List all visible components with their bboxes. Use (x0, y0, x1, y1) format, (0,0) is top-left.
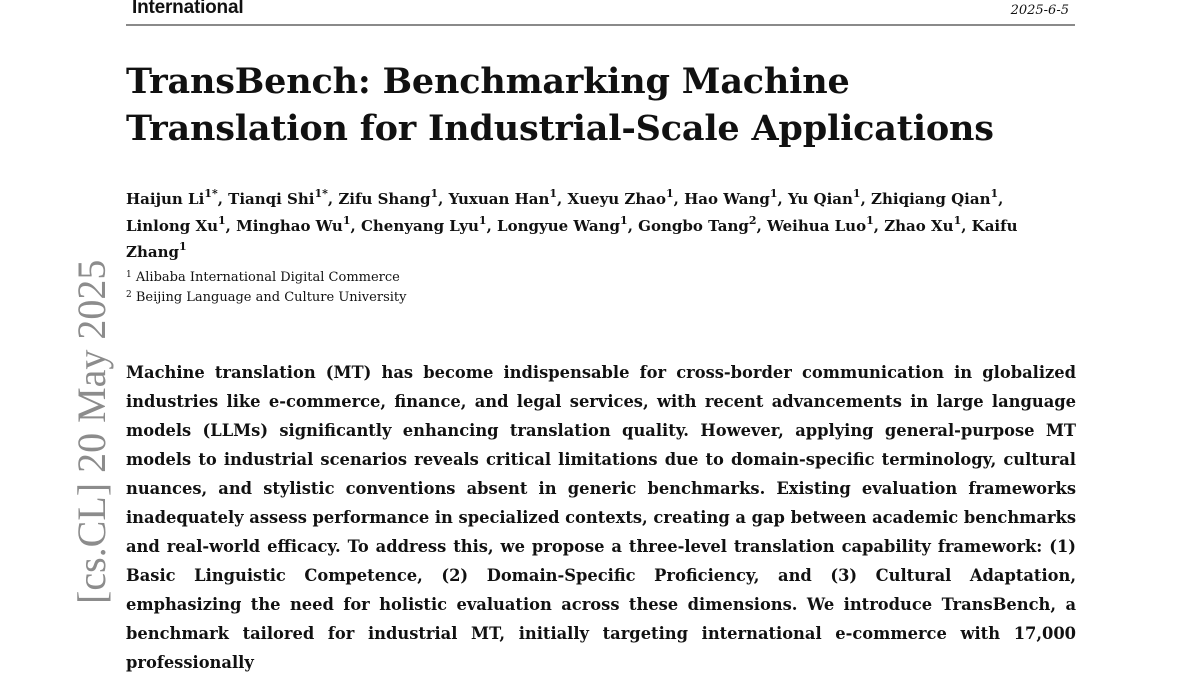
author-name: Zhiqiang Qian$^1$ (871, 187, 999, 208)
header-date: 2025-6-5 (1010, 3, 1069, 18)
author-name: Gongbo Tang$^2$ (638, 213, 757, 235)
author-affiliation-mark: 1 (178, 240, 187, 253)
author-affiliation-mark: 1 (953, 213, 962, 227)
author-affiliation-mark: 1 (549, 187, 558, 200)
author-name: Zhao Xu$^1$ (884, 213, 962, 235)
author-affiliation-mark: 2 (748, 213, 757, 227)
running-header (126, 0, 1075, 26)
arxiv-stamp-text: [cs.CL] 20 May 2025 (69, 259, 114, 604)
author-name: Chenyang Lyu$^1$ (360, 213, 487, 235)
author-name: Linlong Xu$^1$ (126, 213, 226, 235)
author-affiliation-mark: 1 (342, 213, 351, 227)
author-list: Haijun $Li^{1*}$, Tianqi Shi$^{1*}$, Zifu Shang$^1$, Yuxuan Han$^1$, Xueyu Zhao$^1$, Hao Wang$^1$, Yu Qian$^1$, Zhiqiang Qian$^1$, Linlong Xu$^1$, Minghao Wu$^1$, Chenyang Lyu$^1$, Longyue Wang$^1$, Gongbo Tang$^2$, Weihua Luo$^1$, Zhao Xu$^1$, Kaifu Zhang$^1$ (126, 187, 1018, 261)
author-name: Longyue Wang$^1$ (497, 213, 628, 235)
author-affiliation-mark: 1 (620, 213, 628, 227)
affiliation: $^2$ Beijing Language and Culture University (126, 290, 407, 305)
author-name: Yuxuan Han$^1$ (448, 187, 558, 208)
author-affiliation-mark: 1 (666, 187, 674, 200)
title-line-2: Translation for Industrial-Scale Applications (126, 108, 994, 149)
author-name: Kaifu Zhang$^1$ (126, 216, 1018, 261)
author-affiliation-mark: 1 (990, 187, 999, 200)
affiliation-number: 1 (126, 270, 132, 280)
author-name: Yu Qian$^1$ (788, 187, 861, 208)
header-organization: International (132, 0, 244, 18)
author-name: Hao Wang$^1$ (684, 187, 778, 208)
author-name: Minghao Wu$^1$ (236, 213, 351, 235)
author-name: Haijun $Li^{1*}$ (126, 187, 218, 208)
author-affiliation-mark: 1 (478, 213, 487, 227)
author-name: Weihua Luo$^1$ (767, 213, 874, 235)
author-name: Tianqi Shi$^{1*}$ (228, 187, 328, 208)
title-line-1: TransBench: Benchmarking Machine (126, 61, 850, 102)
author-affiliation-mark: 1 (430, 187, 439, 200)
affiliation: $^1$ Alibaba International Digital Commerce (126, 270, 400, 285)
author-affiliation-mark: 1 (852, 187, 861, 200)
author-affiliation-mark: 1 (769, 187, 778, 200)
author-affiliation-mark: 1* (314, 187, 328, 200)
paper-title (126, 58, 1076, 152)
arxiv-side-stamp (22, 259, 114, 678)
affiliation-number: 2 (126, 290, 132, 300)
author-affiliation-mark: 1* (204, 187, 218, 200)
affiliation-list (126, 268, 406, 308)
author-affiliation-mark: 1 (218, 213, 226, 227)
author-affiliation-mark: 1 (866, 213, 874, 227)
abstract-text: Machine translation (MT) has become indispensable for cross-border communication in globalized industries like e-commerce, finance, and legal services, with recent advancements in large language models (LLMs) significantly enhancing translation quality. However, applying general-purpose MT models to industrial scenarios reveals critical limitations due to domain-specific terminology, cultural nuances, and stylistic conventions absent in generic benchmarks. Existing evaluation frameworks inadequately assess performance in specialized contexts, creating a gap between academic benchmarks and real-world efficacy. To address this, we propose a three-level translation capability framework: (1) Basic Linguistic Competence, (2) Domain-Specific Proficiency, and (3) Cultural Adaptation, emphasizing the need for holistic evaluation across these dimensions. We introduce TransBench, a benchmark tailored for industrial MT, initially targeting international e-commerce with 17,000 professionally (126, 363, 1076, 672)
author-name: Xueyu Zhao$^1$ (567, 187, 674, 208)
author-name: Zifu Shang$^1$ (338, 187, 439, 208)
